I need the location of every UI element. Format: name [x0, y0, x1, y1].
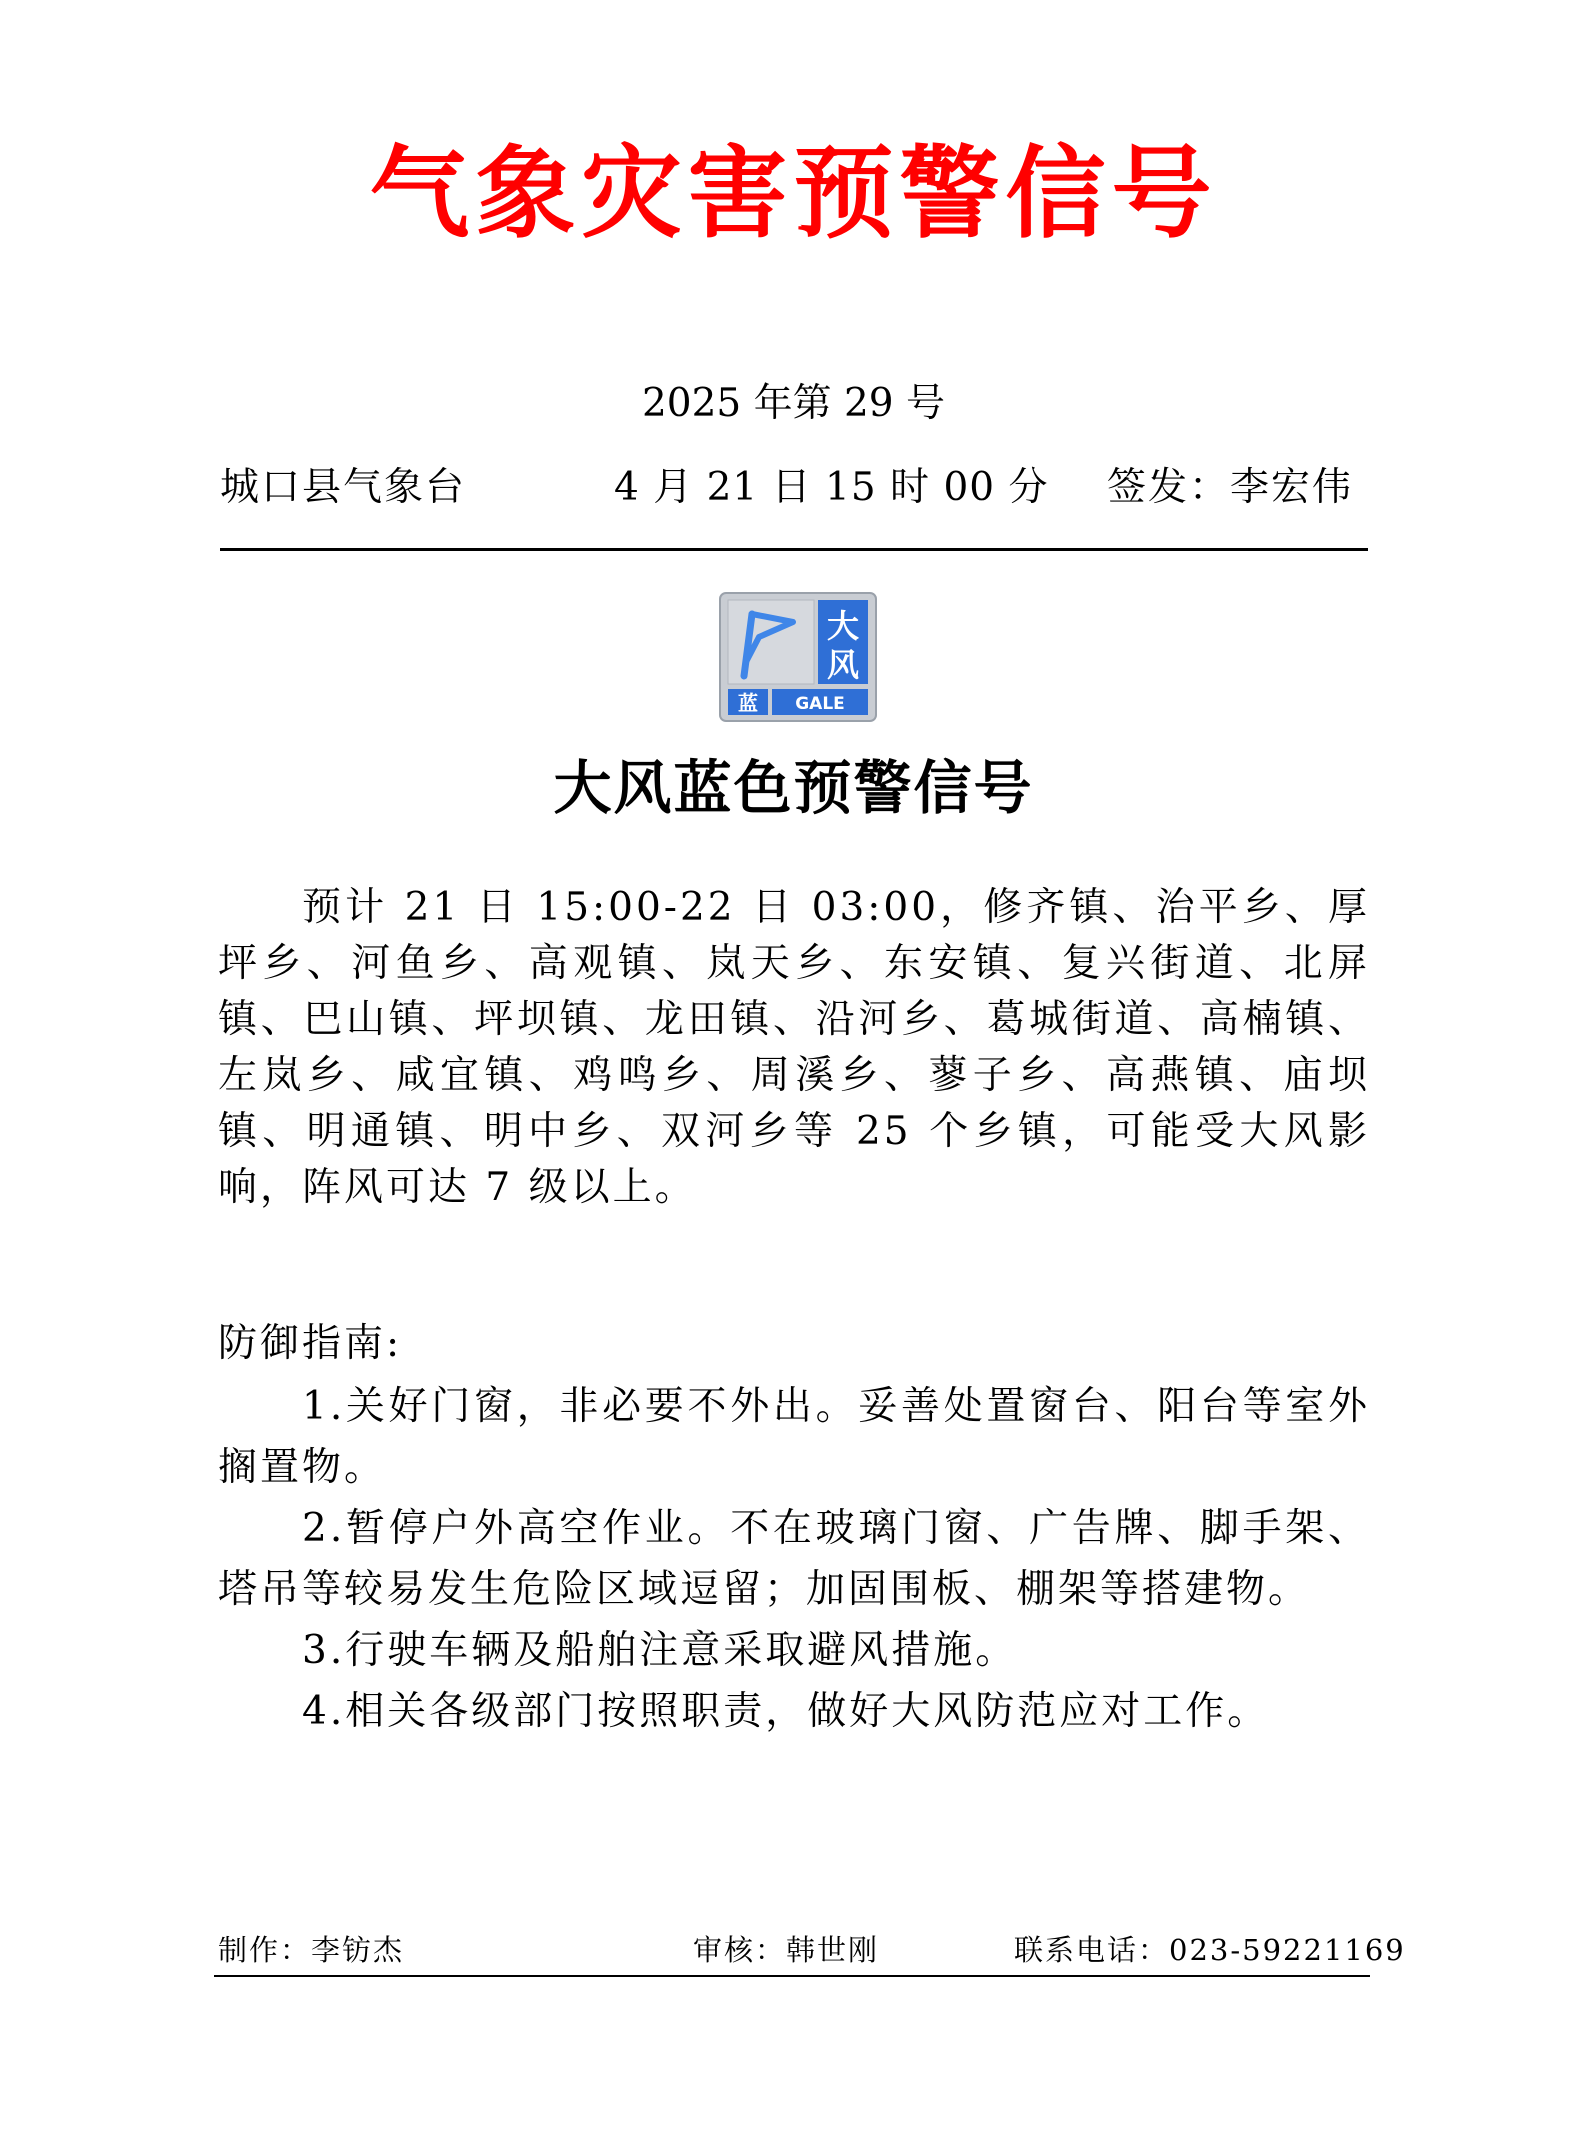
issue-number: 2025 年第 29 号: [641, 381, 946, 426]
guide-item: 1.关好门窗，非必要不外出。妥善处置窗台、阳台等室外搁置物。: [218, 1384, 1370, 1490]
reviewer: 审核：韩世刚: [693, 1933, 880, 1967]
signer: 签发：李宏伟: [1107, 465, 1354, 510]
guide-item: 2.暂停户外高空作业。不在玻璃门窗、广告牌、脚手架、塔吊等较易发生危险区域逗留；加固围板、棚架等搭建物。: [218, 1506, 1370, 1612]
guide-item: 3.行驶车辆及船舶注意采取避风措施。: [302, 1628, 1018, 1673]
header-divider: [220, 548, 1368, 551]
guide-list: [218, 1376, 1370, 1742]
issue-time: 4 月 21 日 15 时 00 分: [614, 465, 1049, 510]
warning-title: 大风蓝色预警信号: [553, 754, 1034, 822]
warning-body: 预计 21 日 15:00-22 日 03:00，修齐镇、治平乡、厚坪乡、河鱼乡、高观镇、岚天乡、东安镇、复兴街道、北屏镇、巴山镇、坪坝镇、龙田镇、沿河乡、葛城街道、高楠镇、左岚乡、咸宜镇、鸡鸣乡、周溪乡、蓼子乡、高燕镇、庙坝镇、明通镇、明中乡、双河乡等 25 个乡镇，可能受大风影响，阵风可达 7 级以上。: [218, 885, 1370, 1210]
issuer: 城口县气象台: [220, 465, 467, 510]
contact-phone: 联系电话：023-59221169: [1014, 1933, 1406, 1967]
svg-text:蓝: 蓝: [738, 691, 758, 715]
producer: 制作：李钫杰: [218, 1933, 405, 1967]
footer-divider: [214, 1975, 1370, 1977]
guide-item: 4.相关各级部门按照职责，做好大风防范应对工作。: [302, 1689, 1270, 1734]
guide-heading: 防御指南:: [218, 1321, 403, 1366]
svg-text:风: 风: [826, 646, 860, 684]
svg-text:大: 大: [826, 607, 860, 645]
gale-blue-warning-icon: [719, 592, 877, 722]
document-title: 气象灾害预警信号: [369, 134, 1218, 252]
svg-text:GALE: GALE: [795, 694, 845, 714]
